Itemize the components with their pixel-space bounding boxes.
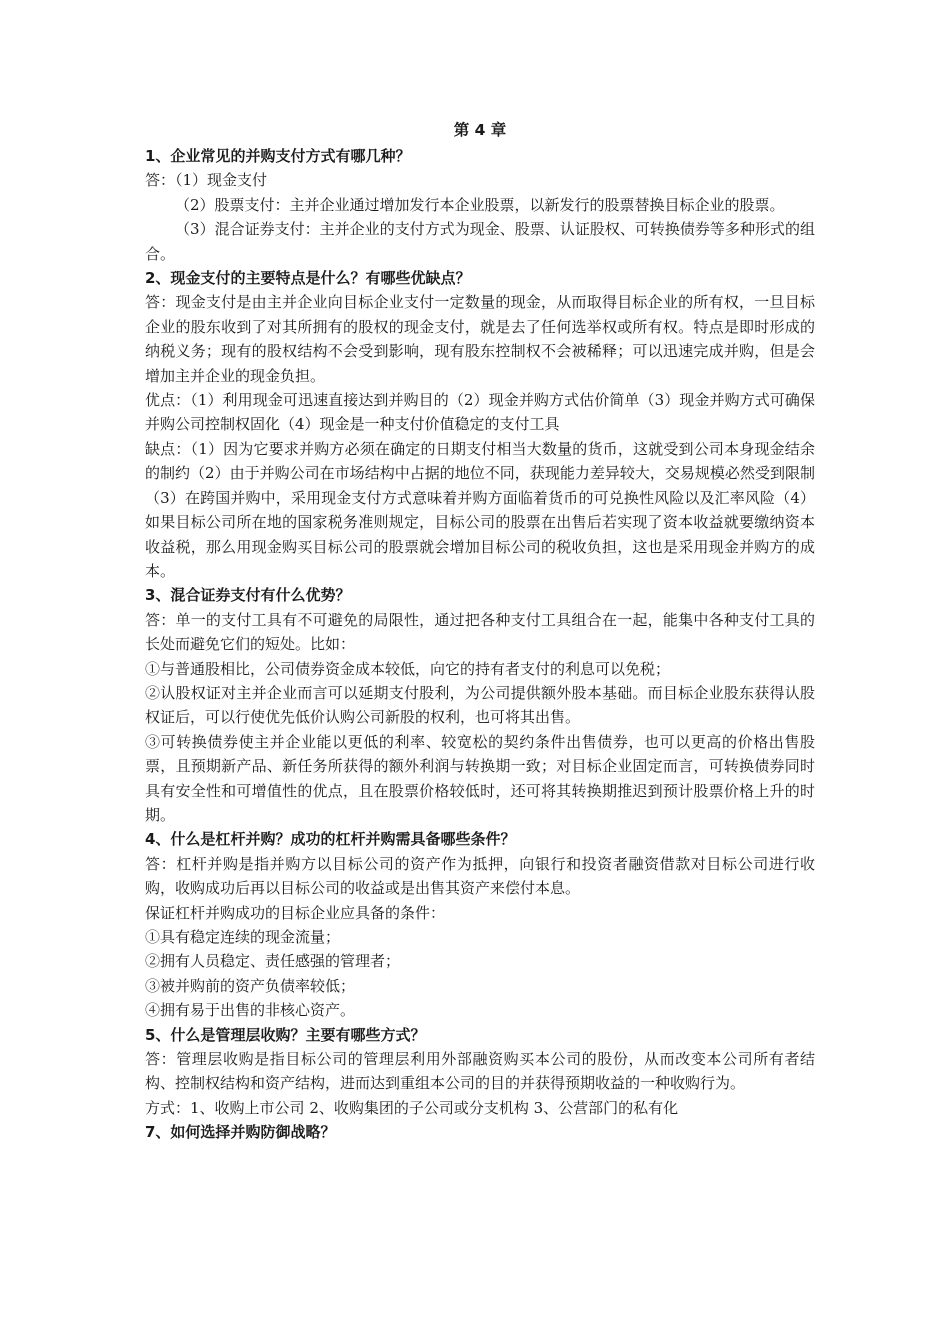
answer-4-condition-3: ③被并购前的资产负债率较低； [145, 976, 356, 995]
answer-1-line-3: （3）混合证券支付：主并企业的支付方式为现金、股票、认证股权、可转换债券等多种形式的组合。 [145, 220, 815, 263]
answer-4-definition: 答：杠杆并购是指并购方以目标公司的资产作为抵押，向银行和投资者融资借款对目标公司进行收购，收购成功后再以目标公司的收益或是出售其资产来偿付本息。 [145, 854, 815, 898]
question-1: 1、企业常见的并购支付方式有哪几种？ [145, 147, 411, 165]
document-page [145, 116, 815, 1145]
answer-4-condition-2: ②拥有人员稳定、责任感强的管理者； [145, 952, 401, 971]
answer-5-methods: 方式：1、收购上市公司 2、收购集团的子公司或分支机构 3、公营部门的私有化 [145, 1098, 679, 1117]
question-7: 7、如何选择并购防御战略？ [145, 1123, 336, 1142]
question-4: 4、什么是杠杆并购？成功的杠杆并购需具备哪些条件？ [145, 830, 516, 849]
answer-3-item-3: ③可转换债券使主并企业能以更低的利率、较宽松的契约条件出售债券，也可以更高的价格出售股票，且预期新产品、新任务所获得的额外利润与转换期一致；对目标企业固定而言，可转换债券同时具有安全性和可增值性的优点，且在股票价格较低时，还可将其转换期推迟到预计股票价格上升的时期。 [145, 732, 815, 824]
answer-4-condition-4: ④拥有易于出售的非核心资产。 [145, 1001, 356, 1020]
question-3: 3、混合证券支付有什么优势？ [145, 586, 351, 605]
answer-2-disadvantages: 缺点：（1）因为它要求并购方必须在确定的日期支付相当大数量的货币，这就受到公司本身现金结余的制约（2）由于并购公司在市场结构中占据的地位不同，获现能力差异较大，交易规模必然受到限制（3）在跨国并购中，采用现金支付方式意味着并购方面临着货币的可兑换性风险以及汇率风险（4）如果目标公司所在地的国家税务准则规定，目标公司的股票在出售后若实现了资本收益就要缴纳资本收益税，那么用现金购买目标公司的股票就会增加目标公司的税收负担，这也是采用现金并购方的成本。 [145, 439, 815, 580]
answer-3-item-1: ①与普通股相比，公司债券资金成本较低，向它的持有者支付的利息可以免税； [145, 659, 671, 678]
answer-4-conditions-intro: 保证杠杆并购成功的目标企业应具备的条件： [145, 903, 446, 922]
answer-1-line-1: 答：（1）现金支付 [145, 171, 268, 190]
answer-3-item-2: ②认股权证对主并企业而言可以延期支付股利，为公司提供额外股本基础。而目标企业股东获得认股权证后，可以行使优先低价认购公司新股的权利，也可将其出售。 [145, 683, 815, 727]
answer-5-definition: 答：管理层收购是指目标公司的管理层利用外部融资购买本公司的股份，从而改变本公司所有者结构、控制权结构和资产结构，进而达到重组本公司的目的并获得预期收益的一种收购行为。 [145, 1050, 815, 1093]
answer-2-para-1: 答：现金支付是由主并企业向目标企业支付一定数量的现金，从而取得目标企业的所有权，一旦目标企业的股东收到了对其所拥有的股权的现金支付，就是去了任何选举权或所有权。特点是即时形成的纳税义务；现有的股权结构不会受到影响，现有股东控制权不会被稀释；可以迅速完成并购，但是会增加主并企业的现金负担。 [145, 293, 815, 385]
answer-4-condition-1: ①具有稳定连续的现金流量； [145, 928, 341, 946]
answer-1-line-2: （2）股票支付：主并企业通过增加发行本企业股票，以新发行的股票替换目标企业的股票。 [175, 195, 785, 214]
question-5: 5、什么是管理层收购？主要有哪些方式？ [145, 1025, 426, 1044]
question-2: 2、现金支付的主要特点是什么？有哪些优缺点？ [145, 269, 471, 288]
answer-3-intro: 答：单一的支付工具有不可避免的局限性，通过把各种支付工具组合在一起，能集中各种支付工具的长处而避免它们的短处。比如： [145, 610, 815, 654]
answer-2-advantages: 优点：（1）利用现金可迅速直接达到并购目的（2）现金并购方式估价简单（3）现金并购方式可确保并购公司控制权固化（4）现金是一种支付价值稳定的支付工具 [145, 391, 815, 434]
chapter-title: 第 4 章 [453, 121, 507, 139]
